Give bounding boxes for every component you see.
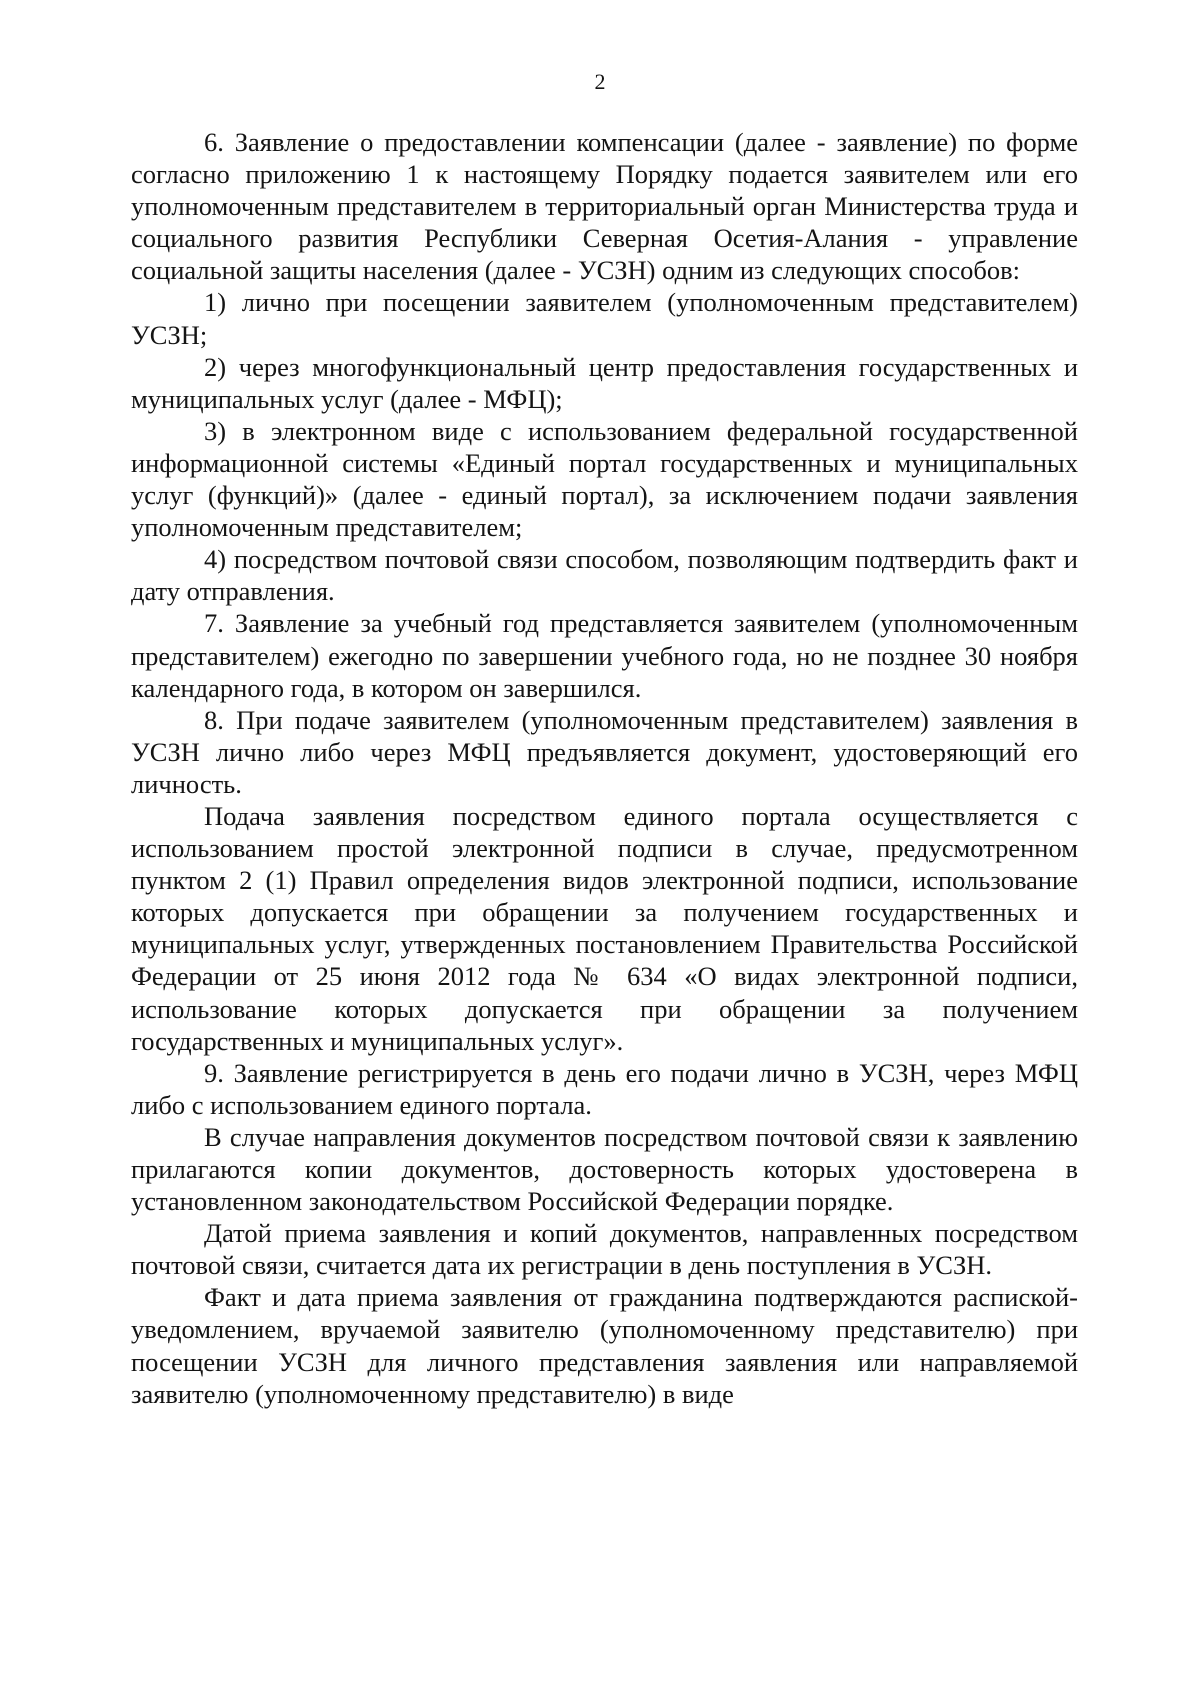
- paragraph-8-identity: 8. При подаче заявителем (уполномоченным представителем) заявления в УСЗН лично либо через МФЦ предъявляется документ, удостоверяющий его личность.: [131, 704, 1078, 799]
- paragraph-postal-documents: В случае направления документов посредством почтовой связи к заявлению прилагаются копии документов, достоверность которых удостоверена в установленном законодательством Российской Федерации порядке.: [131, 1121, 1078, 1217]
- paragraph-7-annual: 7. Заявление за учебный год представляется заявителем (уполномоченным представителем) ежегодно по завершении учебного года, но не позднее 30 ноября календарного года, в котором он завершился.: [131, 608, 1078, 703]
- list-item-3-electronic: 3) в электронном виде с использованием федеральной государственной информационной системы «Единый портал государственных и муниципальных услуг (функций)» (далее - единый портал), за исключением подачи заявления уполномоченным представителем;: [131, 415, 1078, 543]
- page-number: 2: [594, 69, 606, 94]
- document-body: [131, 126, 1078, 1410]
- paragraph-9-registration: 9. Заявление регистрируется в день его подачи лично в УСЗН, через МФЦ либо с использованием единого портала.: [131, 1057, 1078, 1120]
- paragraph-receipt-notice: Факт и дата приема заявления от гражданина подтверждаются распиской-уведомлением, вручаемой заявителю (уполномоченному представителю) при посещении УСЗН для личного представления заявления или направляемой заявителю (уполномоченному представителю) в виде: [131, 1282, 1078, 1409]
- paragraph-electronic-signature: Подача заявления посредством единого портала осуществляется с использованием простой электронной подписи в случае, предусмотренном пунктом 2 (1) Правил определения видов электронной подписи, использование которых допускается при обращении за получением государственных и муниципальных услуг, утвержденных постановлением Правительства Российской Федерации от 25 июня 2012 года № 634 «О видах электронной подписи, использование которых допускается при обращении за получением государственных и муниципальных услуг».: [131, 800, 1078, 1056]
- list-item-2-mfc: 2) через многофункциональный центр предоставления государственных и муниципальных услуг (далее - МФЦ);: [131, 351, 1078, 414]
- list-item-4-postal: 4) посредством почтовой связи способом, позволяющим подтвердить факт и дату отправления.: [131, 544, 1078, 607]
- paragraph-postal-date: Датой приема заявления и копий документов, направленных посредством почтовой связи, считается дата их регистрации в день поступления в УСЗН.: [131, 1218, 1078, 1281]
- list-item-1-in-person: 1) лично при посещении заявителем (уполномоченным представителем) УСЗН;: [131, 287, 1078, 350]
- paragraph-6-application: 6. Заявление о предоставлении компенсации (далее - заявление) по форме согласно приложению 1 к настоящему Порядку подается заявителем или его уполномоченным представителем в территориальный орган Министерства труда и социального развития Республики Северная Осетия-Алания - управление социальной защиты населения (далее - УСЗН) одним из следующих способов:: [131, 127, 1078, 286]
